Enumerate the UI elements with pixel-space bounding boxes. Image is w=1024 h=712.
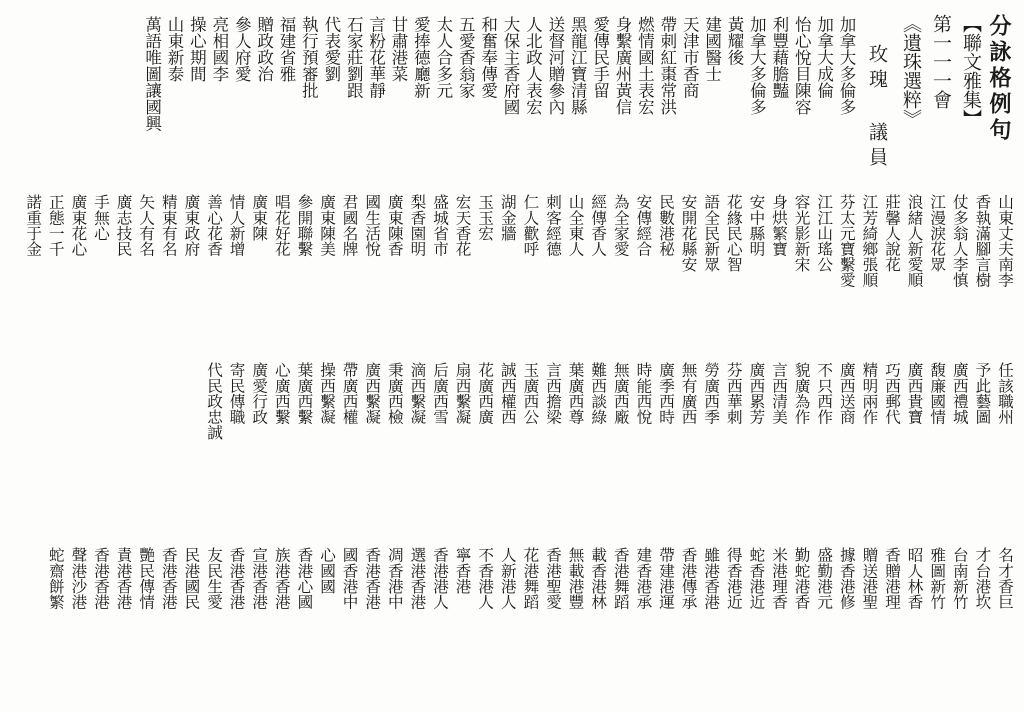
top-column: 太人合多元 bbox=[433, 16, 453, 99]
top-column: 黑龍江寶清縣 bbox=[568, 16, 588, 115]
text-column: 正態一千 bbox=[46, 194, 65, 257]
top-column: 執行預審批 bbox=[299, 16, 319, 99]
text-column: 勞廣西季 bbox=[702, 362, 721, 425]
text-column: 時能西悅 bbox=[634, 362, 653, 425]
top-column: 建國醫士 bbox=[702, 16, 722, 82]
top-column: 加拿大多倫多 bbox=[747, 16, 767, 115]
text-column: 馥廉國情 bbox=[928, 362, 947, 425]
text-column: 香港心國 bbox=[295, 547, 314, 610]
text-column: 香港舞蹈 bbox=[611, 547, 630, 610]
text-column: 為全家愛 bbox=[611, 194, 630, 257]
text-column: 不只西作 bbox=[815, 362, 834, 425]
text-column: 香贈港理 bbox=[883, 547, 901, 610]
text-column: 難西談綠 bbox=[589, 362, 608, 425]
text-column: 貌廣為作 bbox=[792, 362, 811, 425]
text-column: 任該職州 bbox=[996, 362, 1014, 425]
top-column: 送督河贈參內 bbox=[545, 16, 565, 115]
series-title: 【聯文雅集】 bbox=[960, 14, 982, 128]
text-column: 情人新增 bbox=[227, 194, 246, 257]
text-column: 滴西繫凝 bbox=[408, 362, 427, 425]
text-column: 廣西繫凝 bbox=[363, 362, 382, 425]
text-column: 據香港修 bbox=[837, 547, 856, 610]
text-column: 花港舞蹈 bbox=[521, 547, 540, 610]
text-column: 廣愛行政 bbox=[250, 362, 269, 425]
text-column: 容光影新宋 bbox=[792, 194, 811, 272]
text-column: 宣港香港 bbox=[250, 547, 269, 610]
text-column: 心國國 bbox=[318, 547, 336, 594]
text-column: 蛇香港近 bbox=[747, 547, 766, 610]
text-column: 精明兩作 bbox=[860, 362, 879, 425]
text-column: 友民生愛 bbox=[205, 547, 223, 610]
text-column: 廣東花心 bbox=[69, 194, 88, 257]
text-column: 予此藝圖 bbox=[973, 362, 992, 425]
text-column: 梨香園明 bbox=[408, 194, 427, 257]
text-column: 廣西累芳 bbox=[747, 362, 766, 425]
text-column: 香港港人 bbox=[431, 547, 449, 610]
text-column: 花廣西廣 bbox=[476, 362, 495, 425]
text-column: 選港香港 bbox=[408, 547, 427, 610]
top-column: 愛捧德廳新 bbox=[411, 16, 431, 99]
top-column: 言粉花華靜 bbox=[366, 16, 386, 99]
text-column: 仁人歡呼 bbox=[521, 194, 540, 257]
top-column: 天津市香商 bbox=[680, 16, 700, 99]
text-column: 安開花縣安 bbox=[679, 194, 698, 272]
text-column: 廣西禮城 bbox=[950, 362, 969, 425]
text-column: 勤蛇港香 bbox=[792, 547, 811, 610]
book-title: 《遺珠選粹》 bbox=[900, 14, 922, 128]
text-column: 經傳香人 bbox=[589, 194, 608, 257]
text-column: 帶廣西權 bbox=[340, 362, 359, 425]
text-column: 廣季西時 bbox=[657, 362, 675, 425]
text-column: 凋香港中 bbox=[385, 547, 404, 610]
text-column: 善心花香 bbox=[205, 194, 223, 257]
top-column: 愛傳民手留 bbox=[590, 16, 610, 99]
text-column: 艷民傳情 bbox=[137, 547, 156, 610]
text-column: 雖港香港 bbox=[702, 547, 721, 610]
top-column: 亮相國李 bbox=[209, 16, 229, 82]
text-column: 聲港沙港 bbox=[69, 547, 88, 610]
top-column: 加拿大成倫 bbox=[814, 16, 834, 99]
text-column: 贈送港聖 bbox=[860, 547, 879, 610]
text-column: 操西繫凝 bbox=[318, 362, 336, 425]
text-column: 唱花好花 bbox=[272, 194, 291, 257]
text-column: 廣東陳香 bbox=[385, 194, 404, 257]
text-column: 香執滿腳言樹 bbox=[973, 194, 992, 288]
text-column: 手無心 bbox=[92, 194, 110, 241]
text-column: 族港香港 bbox=[272, 547, 291, 610]
top-column: 操心期間 bbox=[187, 16, 207, 82]
text-column: 廣東陳美 bbox=[318, 194, 336, 257]
top-column: 五愛香翁家 bbox=[456, 16, 476, 99]
text-column: 民港國民 bbox=[182, 547, 201, 610]
text-column: 君國名牌 bbox=[340, 194, 359, 257]
text-column: 盛勤港元 bbox=[815, 547, 834, 610]
text-column: 巧西郵代 bbox=[883, 362, 901, 425]
text-column: 莊馨人說花 bbox=[883, 194, 901, 272]
volume-title: 第一一一會 bbox=[930, 14, 952, 109]
top-column: 贈政政治 bbox=[254, 16, 274, 82]
text-column: 寧香港 bbox=[453, 547, 472, 594]
text-column: 國生活悅 bbox=[363, 194, 382, 257]
text-column: 江芳綺鄉張順 bbox=[860, 194, 879, 288]
text-column: 誠西權西 bbox=[498, 362, 517, 425]
text-column: 責港香港 bbox=[114, 547, 133, 610]
top-column: 代表愛劉 bbox=[321, 16, 341, 82]
top-column: 大保主香府國 bbox=[501, 16, 520, 115]
text-column: 仗多翁人李慎 bbox=[950, 194, 969, 288]
page-title: 分詠格例句 bbox=[986, 14, 1012, 144]
text-column: 廣西送商 bbox=[837, 362, 856, 425]
text-column: 載香港林 bbox=[589, 547, 608, 610]
text-column: 精東有名 bbox=[159, 194, 178, 257]
text-column: 廣西貴寶 bbox=[905, 362, 924, 425]
text-column: 后廣西雪 bbox=[431, 362, 449, 425]
text-column: 寄民傳職 bbox=[227, 362, 246, 425]
text-column: 香港香港 bbox=[92, 547, 110, 610]
text-column: 山全東人 bbox=[566, 194, 585, 257]
text-column: 宏天香花 bbox=[453, 194, 472, 257]
text-column: 名才香巨 bbox=[996, 547, 1014, 610]
top-column: 參人府愛 bbox=[232, 16, 252, 82]
top-column: 利豐藉膽豔 bbox=[769, 16, 789, 99]
top-column: 帶刺紅棗常洪 bbox=[657, 16, 677, 115]
text-column: 才台港坎 bbox=[973, 547, 992, 610]
text-column: 無載港豐 bbox=[566, 547, 585, 610]
text-column: 語全民新眾 bbox=[702, 194, 721, 272]
text-column: 身烘繁寶 bbox=[770, 194, 788, 257]
text-column: 香港聖愛 bbox=[544, 547, 562, 610]
top-column: 怡心悅目陳容 bbox=[792, 16, 812, 115]
text-column: 雅圖新竹 bbox=[928, 547, 947, 610]
top-column: 身繫廣州黃信 bbox=[613, 16, 632, 115]
top-column: 人北政人表宏 bbox=[523, 16, 543, 115]
text-column: 廣東政府 bbox=[182, 194, 201, 257]
text-column: 參開聯繫 bbox=[295, 194, 314, 257]
top-column: 石家莊劉跟 bbox=[344, 16, 364, 99]
text-column: 刺客經德 bbox=[544, 194, 562, 257]
text-column: 民數港秘 bbox=[657, 194, 675, 257]
text-column: 心廣西繫 bbox=[272, 362, 291, 425]
text-column: 花緣民心智 bbox=[724, 194, 743, 272]
text-column: 國香港中 bbox=[340, 547, 359, 610]
text-column: 無有廣西 bbox=[679, 362, 698, 425]
text-column: 諾重于金 bbox=[24, 194, 43, 257]
text-column: 山東丈夫南李 bbox=[996, 194, 1014, 288]
text-column: 秉廣西檢 bbox=[385, 362, 404, 425]
author-line: 玫瑰 議員 bbox=[866, 44, 888, 172]
text-column: 扇西繫凝 bbox=[453, 362, 472, 425]
text-column: 安傳經合 bbox=[634, 194, 653, 257]
text-column: 不香港人 bbox=[476, 547, 495, 610]
text-column: 建香港承 bbox=[634, 547, 653, 610]
text-column: 葉廣西繫 bbox=[295, 362, 314, 425]
text-column: 江漫淚花眾 bbox=[928, 194, 947, 272]
top-column: 甘肅港菜 bbox=[389, 16, 408, 82]
text-column: 安中縣明 bbox=[747, 194, 766, 257]
top-column: 山東新泰 bbox=[165, 16, 184, 82]
text-column: 昭人林香 bbox=[905, 547, 924, 610]
top-column: 加拿大多倫多 bbox=[837, 16, 856, 115]
top-column: 萬語唯圖讓國興 bbox=[142, 16, 162, 132]
text-column: 芬西華刺 bbox=[724, 362, 743, 425]
text-column: 蛇齋餅繁 bbox=[46, 547, 65, 610]
text-column: 米港理香 bbox=[770, 547, 788, 610]
text-column: 廣志技民 bbox=[114, 194, 133, 257]
top-column: 黃耀後 bbox=[725, 16, 744, 66]
text-column: 玉玉宏 bbox=[476, 194, 495, 241]
text-column: 言西擔梁 bbox=[544, 362, 562, 425]
text-column: 江江山瑤公 bbox=[815, 194, 834, 272]
text-column: 湖金牆 bbox=[498, 194, 517, 241]
text-column: 香港傳承 bbox=[679, 547, 698, 610]
top-column: 燃情國土表宏 bbox=[635, 16, 655, 115]
text-column: 無廣西廠 bbox=[611, 362, 630, 425]
text-column: 言西清美 bbox=[770, 362, 788, 425]
text-column: 廣東陳 bbox=[250, 194, 269, 241]
text-column: 代民政忠誠 bbox=[205, 362, 223, 440]
text-column: 矢人有名 bbox=[137, 194, 156, 257]
text-column: 玉廣西公 bbox=[521, 362, 540, 425]
text-column: 人新港人 bbox=[498, 547, 517, 610]
text-column: 香港香港 bbox=[227, 547, 246, 610]
text-column: 浪緒人新愛順 bbox=[905, 194, 924, 288]
text-column: 得香港近 bbox=[724, 547, 743, 610]
text-column: 香港香港 bbox=[159, 547, 178, 610]
text-column: 葉廣西尊 bbox=[566, 362, 585, 425]
top-column: 和奮奉傳愛 bbox=[478, 16, 498, 99]
text-column: 芬太元寶繫愛 bbox=[837, 194, 856, 288]
text-column: 盛城省市 bbox=[431, 194, 449, 257]
text-column: 帶建港運 bbox=[657, 547, 675, 610]
top-column: 福建省雅 bbox=[277, 16, 296, 82]
text-column: 香港香港 bbox=[363, 547, 382, 610]
text-column: 台南新竹 bbox=[950, 547, 969, 610]
